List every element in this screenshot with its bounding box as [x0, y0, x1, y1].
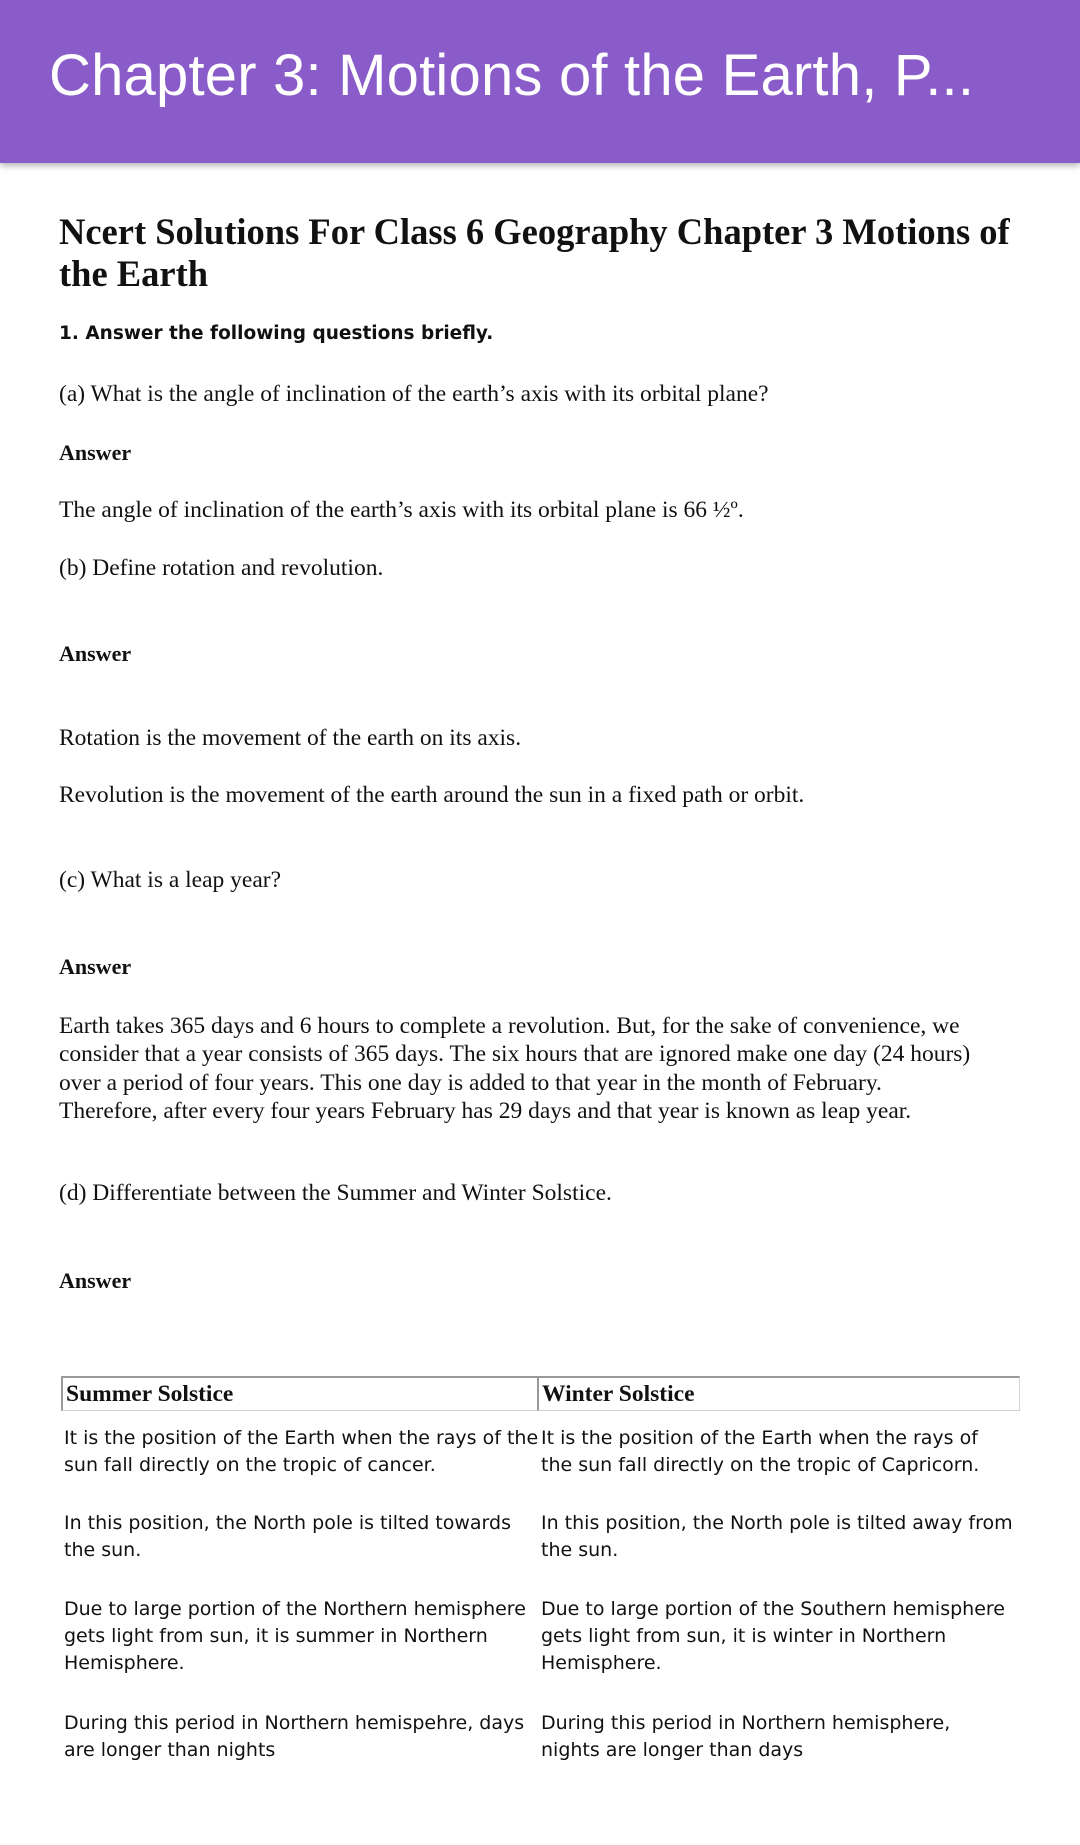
table-row	[64, 1425, 539, 1479]
answer-label-b: Answer	[59, 641, 132, 666]
answer-c-line-3: over a period of four years. This one day is added to that year in the month of February.	[59, 1069, 882, 1096]
winter-cell-2-line-1: In this position, the North pole is tilted away from	[541, 1512, 1013, 1534]
summer-cell-4-line-1: During this period in Northern hemispehre, days	[64, 1712, 525, 1734]
winter-cell-3-line-1: Due to large portion of the Southern hemisphere	[541, 1598, 1005, 1620]
summer-cell-2-line-1: In this position, the North pole is tilted towards	[64, 1512, 511, 1534]
table-header-winter: Winter Solstice	[537, 1376, 1020, 1411]
table-row	[64, 1596, 534, 1677]
table-row	[541, 1710, 1011, 1764]
question-d: (d) Differentiate between the Summer and Winter Solstice.	[59, 1180, 612, 1206]
table-row	[541, 1510, 1011, 1564]
document-view[interactable]	[0, 163, 1080, 1845]
question-c: (c) What is a leap year?	[59, 867, 282, 893]
table-header-summer: Summer Solstice	[61, 1376, 538, 1411]
app-bar	[0, 0, 1080, 163]
winter-cell-4-line-2: nights are longer than days	[541, 1739, 804, 1761]
summer-cell-3-line-3: Hemisphere.	[64, 1652, 185, 1674]
summer-cell-3-line-1: Due to large portion of the Northern hemisphere	[64, 1598, 526, 1620]
instruction-text: 1. Answer the following questions briefly.	[59, 323, 494, 344]
table-row	[541, 1596, 1011, 1677]
summer-cell-1-line-1: It is the position of the Earth when the rays of the	[64, 1427, 539, 1449]
table-row	[64, 1510, 534, 1564]
summer-cell-3-line-2: gets light from sun, it is summer in Northern	[64, 1625, 488, 1647]
summer-cell-2-line-2: the sun.	[64, 1539, 142, 1561]
winter-cell-3-line-2: gets light from sun, it is winter in Northern	[541, 1625, 947, 1647]
summer-cell-1-line-2: sun fall directly on the tropic of cancer.	[64, 1454, 436, 1476]
answer-c-line-2: consider that a year consists of 365 days. The six hours that are ignored make one day (24 hours)	[59, 1041, 971, 1068]
answer-label-c: Answer	[59, 954, 132, 979]
answer-c-line-4: Therefore, after every four years February has 29 days and that year is known as leap year.	[59, 1097, 912, 1124]
answer-b-line-2: Revolution is the movement of the earth around the sun in a fixed path or orbit.	[59, 782, 805, 808]
winter-cell-4-line-1: During this period in Northern hemisphere,	[541, 1712, 951, 1734]
winter-cell-3-line-3: Hemisphere.	[541, 1652, 662, 1674]
summer-cell-4-line-2: are longer than nights	[64, 1739, 276, 1761]
winter-cell-1-line-1: It is the position of the Earth when the rays of	[541, 1427, 978, 1449]
winter-cell-1-line-2: the sun fall directly on the tropic of Capricorn.	[541, 1454, 980, 1476]
answer-c-line-1: Earth takes 365 days and 6 hours to complete a revolution. But, for the sake of convenience, we	[59, 1013, 960, 1039]
answer-label-a: Answer	[59, 440, 132, 465]
answer-c-paragraph	[59, 1012, 1044, 1125]
question-a: (a) What is the angle of inclination of the earth’s axis with its orbital plane?	[59, 381, 769, 407]
table-row	[64, 1710, 534, 1764]
answer-label-d: Answer	[59, 1268, 132, 1293]
answer-b-line-1: Rotation is the movement of the earth on its axis.	[59, 725, 522, 751]
question-b: (b) Define rotation and revolution.	[59, 555, 384, 581]
app-bar-title: Chapter 3: Motions of the Earth, P...	[49, 43, 975, 108]
page-title: Ncert Solutions For Class 6 Geography Chapter 3 Motions of the Earth	[59, 211, 1010, 294]
winter-cell-2-line-2: the sun.	[541, 1539, 619, 1561]
answer-a: The angle of inclination of the earth’s axis with its orbital plane is 66 ½º.	[59, 497, 744, 523]
table-row	[541, 1425, 1011, 1479]
